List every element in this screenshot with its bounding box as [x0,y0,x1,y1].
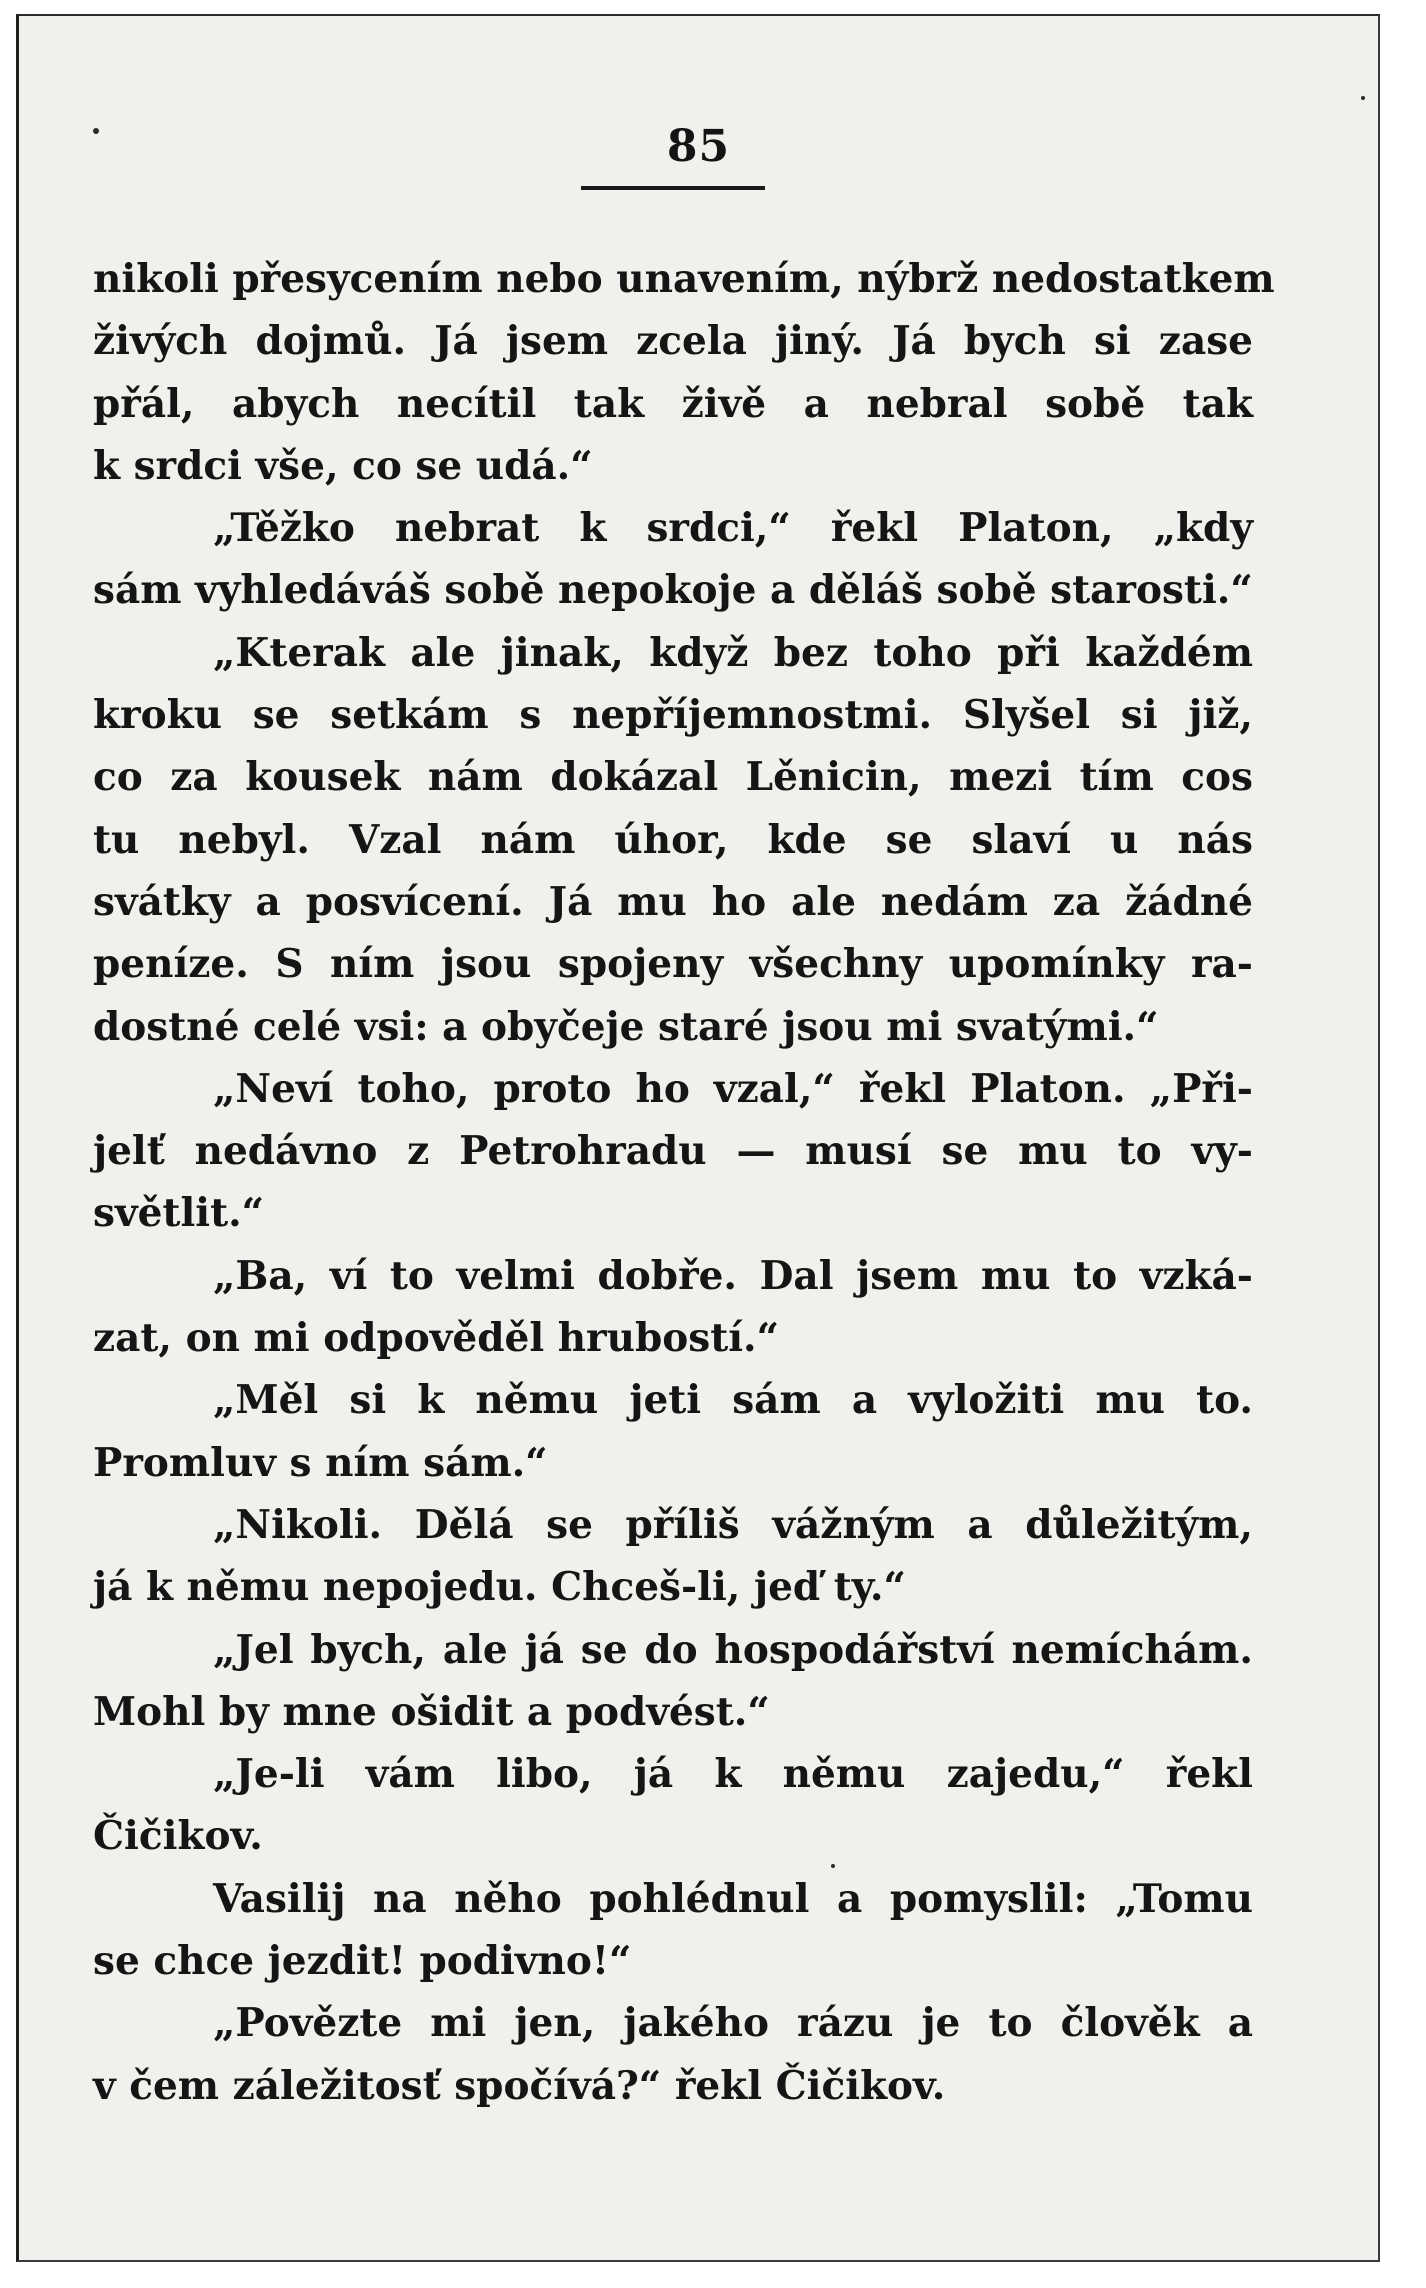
text-line: „Jel bych, ale já se do hospodářství nemíchám. [213,1626,1253,1673]
text-line: Promluv s ním sám.“ [93,1439,548,1486]
text-line: „Kterak ale jinak, když bez toho při každém [213,629,1253,676]
text-line: „Ba, ví to velmi dobře. Dal jsem mu to vzká- [213,1252,1253,1299]
text-line: sám vyhledáváš sobě nepokoje a děláš sobě starosti.“ [93,567,1253,614]
book-page [16,14,1380,2262]
print-speck [831,1864,835,1868]
page-number: 85 [666,121,731,172]
text-line: svátky a posvícení. Já mu ho ale nedám za žádné [93,878,1253,925]
text-line: dostné celé vsi: a obyčeje staré jsou mi svatými.“ [93,1003,1159,1050]
text-line: co za kousek nám dokázal Lěnicin, mezi tím cos [93,754,1253,801]
text-line: „Měl si k němu jeti sám a vyložiti mu to. [213,1377,1253,1424]
text-line: peníze. S ním jsou spojeny všechny upomínky ra- [93,941,1253,988]
text-line: přál, abych necítil tak živě a nebral sobě tak [93,380,1253,427]
text-line: kroku se setkám s nepříjemnostmi. Slyšel si již, [93,692,1253,739]
text-line: Vasilij na něho pohlédnul a pomyslil: „Tomu [213,1875,1253,1922]
print-speck [93,128,99,134]
print-speck [1361,96,1365,100]
body-text [93,248,1275,2117]
text-line: nikoli přesycením nebo unavením, nýbrž nedostatkem [93,256,1275,302]
text-line: živých dojmů. Já jsem zcela jiný. Já bych si zase [93,318,1253,365]
text-line: tu nebyl. Vzal nám úhor, kde se slaví u nás [93,816,1253,863]
text-line: „Nikoli. Dělá se příliš vážným a důležitým, [213,1501,1253,1548]
text-line: jelť nedávno z Petrohradu — musí se mu to vy- [93,1128,1253,1175]
text-line: světlit.“ [93,1190,265,1237]
text-line: k srdci vše, co se udá.“ [93,442,593,489]
text-line: „Povězte mi jen, jakého rázu je to člověk a [213,2000,1253,2047]
text-line: Mohl by mne ošidit a podvést.“ [93,1688,770,1735]
page-number-rule [581,186,765,190]
text-line: v čem záležitosť spočívá?“ řekl Čičikov. [93,2062,946,2109]
text-line: já k němu nepojedu. Chceš-li, jeď ty.“ [93,1564,906,1611]
text-line: se chce jezdit! podivno!“ [93,1938,632,1985]
text-line: zat, on mi odpověděl hrubostí.“ [93,1315,780,1362]
text-line: „Neví toho, proto ho vzal,“ řekl Platon. „Při- [213,1065,1253,1112]
text-line: „Je-li vám libo, já k němu zajedu,“ řekl [213,1751,1253,1798]
text-line: „Těžko nebrat k srdci,“ řekl Platon, „kdy [213,505,1253,552]
text-line: Čičikov. [93,1813,263,1860]
